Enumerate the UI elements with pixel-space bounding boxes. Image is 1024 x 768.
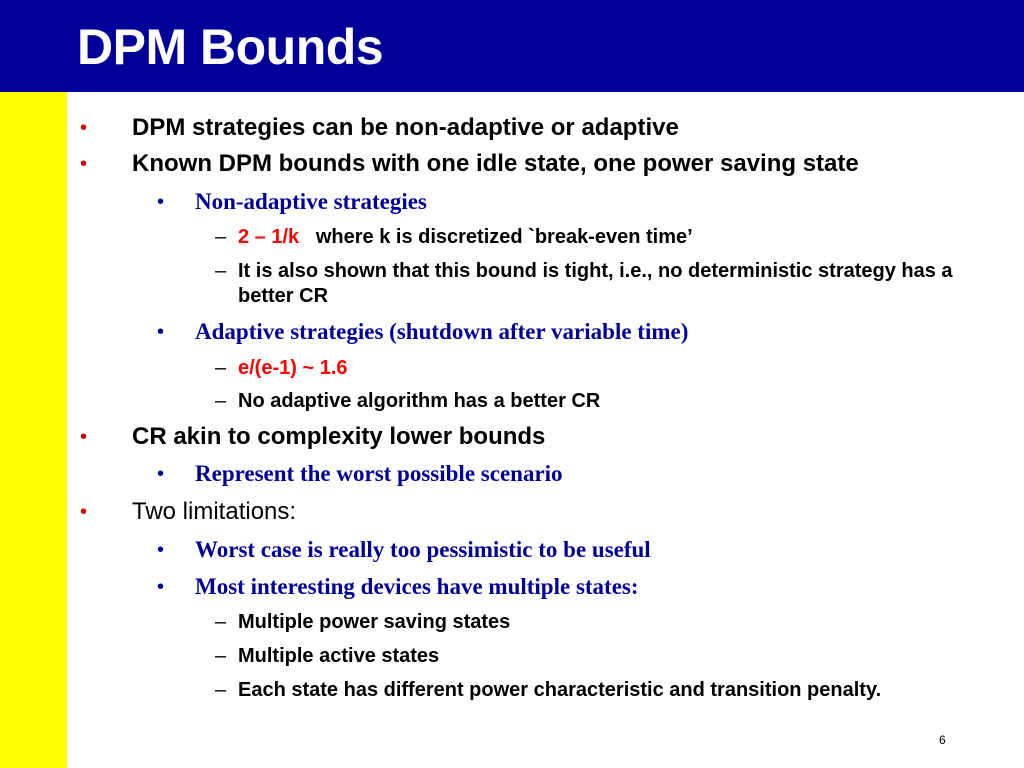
bullet-text: CR akin to complexity lower bounds [132, 423, 546, 450]
sub-bullet-text: Non-adaptive strategies [195, 189, 427, 214]
sub-bullet-text: Most interesting devices have multiple states: [195, 574, 639, 599]
dash-icon: – [215, 357, 227, 379]
bullet-icon: • [157, 539, 165, 561]
bullet-icon: • [80, 426, 88, 448]
dash-text: No adaptive algorithm has a better CR [238, 390, 601, 412]
dash-icon: – [215, 679, 227, 701]
bullet-icon: • [157, 191, 165, 213]
bullet-text: Known DPM bounds with one idle state, one power saving state [132, 150, 859, 177]
bullet-icon: • [80, 117, 88, 139]
dash-text: Multiple active states [238, 645, 440, 667]
formula-note: where k is discretized `break-even time’ [299, 226, 693, 248]
sub-bullet-text: Worst case is really too pessimistic to be useful [195, 537, 651, 562]
dash-text: It is also shown that this bound is tight, i.e., no deterministic strategy has a better CR [238, 260, 953, 307]
dash-icon: – [215, 611, 227, 633]
dash-text [238, 225, 693, 249]
dash-icon: – [215, 645, 227, 667]
dash-text: Multiple power saving states [238, 611, 511, 633]
bullet-text: DPM strategies can be non-adaptive or adaptive [132, 114, 679, 141]
dash-icon: – [215, 260, 227, 282]
dash-icon: – [215, 226, 227, 248]
bullet-icon: • [80, 153, 88, 175]
bullet-icon: • [80, 501, 88, 523]
bullet-icon: • [157, 463, 165, 485]
slide-title: DPM Bounds [77, 19, 384, 75]
bullet-text: Two limitations: [132, 498, 297, 525]
bullet-icon: • [157, 576, 165, 598]
dash-icon: – [215, 390, 227, 412]
bullet-icon: • [157, 321, 165, 343]
formula-highlight: 2 – 1/k [238, 226, 300, 248]
dash-text: e/(e-1) ~ 1.6 [238, 357, 348, 379]
dash-text: Each state has different power characteristic and transition penalty. [238, 679, 882, 701]
sub-bullet-text: Adaptive strategies (shutdown after variable time) [195, 319, 689, 344]
page-number: 6 [939, 733, 946, 747]
sub-bullet-text: Represent the worst possible scenario [195, 461, 563, 486]
